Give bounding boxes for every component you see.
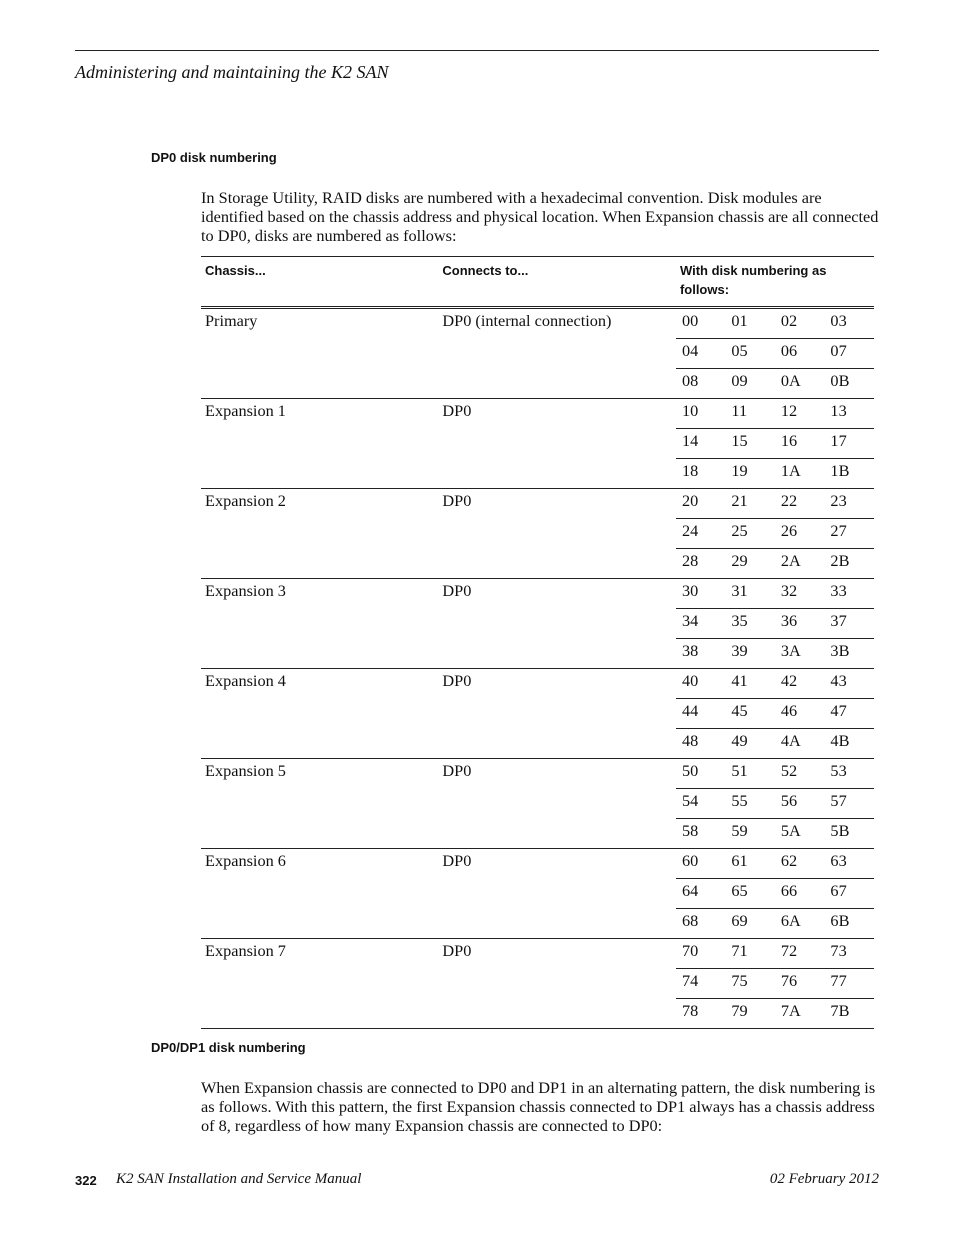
disk-number-cell: 02	[775, 308, 825, 339]
disk-number-cell: 56	[775, 789, 825, 819]
connects-cell: DP0	[438, 939, 676, 969]
disk-number-cell: 76	[775, 969, 825, 999]
disk-number-cell: 53	[824, 759, 874, 789]
section-heading-dp0: DP0 disk numbering	[151, 150, 277, 165]
disk-number-cell: 46	[775, 699, 825, 729]
table-row	[201, 939, 874, 969]
disk-number-cell: 1B	[824, 459, 874, 489]
disk-number-cell: 49	[725, 729, 774, 759]
connects-cell	[438, 639, 676, 669]
table-row	[201, 969, 874, 999]
disk-number-cell: 0B	[824, 369, 874, 399]
disk-number-cell: 6A	[775, 909, 825, 939]
chassis-cell	[201, 909, 438, 939]
section-heading-dp0-dp1: DP0/DP1 disk numbering	[151, 1040, 306, 1055]
disk-number-cell: 40	[676, 669, 725, 699]
connects-cell	[438, 699, 676, 729]
chassis-cell	[201, 429, 438, 459]
disk-number-cell: 2A	[775, 549, 825, 579]
disk-number-cell: 11	[725, 399, 774, 429]
disk-number-cell: 35	[725, 609, 774, 639]
disk-number-cell: 51	[725, 759, 774, 789]
disk-number-cell: 08	[676, 369, 725, 399]
chassis-cell: Primary	[201, 308, 438, 339]
table-row	[201, 369, 874, 399]
connects-cell	[438, 369, 676, 399]
connects-cell: DP0	[438, 399, 676, 429]
disk-number-cell: 54	[676, 789, 725, 819]
disk-number-cell: 38	[676, 639, 725, 669]
connects-cell	[438, 789, 676, 819]
disk-number-cell: 48	[676, 729, 725, 759]
disk-number-cell: 63	[824, 849, 874, 879]
disk-number-cell: 45	[725, 699, 774, 729]
disk-number-cell: 01	[725, 308, 774, 339]
disk-number-cell: 59	[725, 819, 774, 849]
disk-number-cell: 37	[824, 609, 874, 639]
disk-number-cell: 17	[824, 429, 874, 459]
disk-number-cell: 42	[775, 669, 825, 699]
disk-number-cell: 69	[725, 909, 774, 939]
footer-date: 02 February 2012	[769, 1171, 879, 1187]
disk-number-cell: 0A	[775, 369, 825, 399]
table-row	[201, 759, 874, 789]
chassis-cell: Expansion 1	[201, 399, 438, 429]
disk-number-cell: 70	[676, 939, 725, 969]
table-row	[201, 879, 874, 909]
disk-number-cell: 29	[725, 549, 774, 579]
connects-cell	[438, 999, 676, 1029]
disk-number-cell: 06	[775, 339, 825, 369]
disk-number-cell: 66	[775, 879, 825, 909]
disk-number-cell: 39	[725, 639, 774, 669]
connects-cell	[438, 969, 676, 999]
disk-number-cell: 78	[676, 999, 725, 1029]
footer-manual-title: K2 SAN Installation and Service Manual	[116, 1171, 362, 1187]
disk-number-cell: 2B	[824, 549, 874, 579]
disk-number-cell: 74	[676, 969, 725, 999]
disk-number-cell: 60	[676, 849, 725, 879]
table-row	[201, 999, 874, 1029]
chassis-cell: Expansion 2	[201, 489, 438, 519]
column-header-disk-numbering: With disk numbering as follows:	[676, 257, 874, 308]
disk-number-cell: 03	[824, 308, 874, 339]
disk-number-cell: 05	[725, 339, 774, 369]
disk-number-cell: 71	[725, 939, 774, 969]
table-body	[201, 308, 874, 1029]
connects-cell	[438, 339, 676, 369]
disk-number-cell: 19	[725, 459, 774, 489]
disk-number-cell: 4A	[775, 729, 825, 759]
chassis-cell	[201, 969, 438, 999]
disk-number-cell: 52	[775, 759, 825, 789]
disk-number-cell: 43	[824, 669, 874, 699]
disk-number-cell: 72	[775, 939, 825, 969]
table-header-row	[201, 257, 874, 308]
table-row	[201, 609, 874, 639]
chassis-cell	[201, 789, 438, 819]
disk-number-cell: 30	[676, 579, 725, 609]
disk-number-cell: 21	[725, 489, 774, 519]
disk-number-cell: 44	[676, 699, 725, 729]
connects-cell	[438, 609, 676, 639]
disk-number-cell: 50	[676, 759, 725, 789]
disk-number-cell: 09	[725, 369, 774, 399]
chassis-cell	[201, 339, 438, 369]
table-row	[201, 339, 874, 369]
connects-cell	[438, 729, 676, 759]
table-row	[201, 789, 874, 819]
header-rule	[75, 50, 879, 51]
chassis-cell: Expansion 7	[201, 939, 438, 969]
chassis-cell	[201, 699, 438, 729]
disk-numbering-table	[201, 256, 874, 1029]
connects-cell: DP0	[438, 579, 676, 609]
table-row	[201, 849, 874, 879]
disk-number-cell: 18	[676, 459, 725, 489]
disk-number-cell: 04	[676, 339, 725, 369]
disk-number-cell: 10	[676, 399, 725, 429]
disk-number-cell: 62	[775, 849, 825, 879]
disk-number-cell: 47	[824, 699, 874, 729]
table-row	[201, 579, 874, 609]
disk-number-cell: 67	[824, 879, 874, 909]
disk-number-cell: 64	[676, 879, 725, 909]
disk-number-cell: 3A	[775, 639, 825, 669]
disk-number-cell: 33	[824, 579, 874, 609]
table-row	[201, 639, 874, 669]
connects-cell	[438, 549, 676, 579]
table-row	[201, 489, 874, 519]
disk-number-cell: 68	[676, 909, 725, 939]
table-row	[201, 399, 874, 429]
table-row	[201, 549, 874, 579]
chassis-cell	[201, 729, 438, 759]
disk-number-cell: 36	[775, 609, 825, 639]
table-row	[201, 669, 874, 699]
disk-number-cell: 5A	[775, 819, 825, 849]
disk-number-cell: 41	[725, 669, 774, 699]
disk-number-cell: 27	[824, 519, 874, 549]
connects-cell	[438, 819, 676, 849]
connects-cell	[438, 459, 676, 489]
disk-number-cell: 15	[725, 429, 774, 459]
disk-number-cell: 07	[824, 339, 874, 369]
chassis-cell	[201, 369, 438, 399]
disk-number-cell: 57	[824, 789, 874, 819]
disk-number-cell: 4B	[824, 729, 874, 759]
disk-number-cell: 7B	[824, 999, 874, 1029]
chassis-cell	[201, 519, 438, 549]
disk-number-cell: 12	[775, 399, 825, 429]
disk-number-cell: 6B	[824, 909, 874, 939]
table-row	[201, 819, 874, 849]
disk-number-cell: 25	[725, 519, 774, 549]
table-row	[201, 729, 874, 759]
disk-number-cell: 61	[725, 849, 774, 879]
chassis-cell	[201, 879, 438, 909]
table-row	[201, 909, 874, 939]
column-header-connects: Connects to...	[438, 257, 676, 308]
section-paragraph-dp0: In Storage Utility, RAID disks are numbered with a hexadecimal convention. Disk modules are identified based on the chassis address and physical location. When Expansion chassis are all connected to DP0, disks are numbered as follows:	[201, 188, 879, 245]
disk-number-cell: 32	[775, 579, 825, 609]
connects-cell: DP0	[438, 489, 676, 519]
chassis-cell: Expansion 6	[201, 849, 438, 879]
disk-number-cell: 7A	[775, 999, 825, 1029]
disk-number-cell: 3B	[824, 639, 874, 669]
table-row	[201, 699, 874, 729]
disk-number-cell: 65	[725, 879, 774, 909]
connects-cell	[438, 909, 676, 939]
column-header-chassis: Chassis...	[201, 257, 438, 308]
disk-number-cell: 23	[824, 489, 874, 519]
section-paragraph-dp0-dp1: When Expansion chassis are connected to DP0 and DP1 in an alternating pattern, the disk numbering is as follows. With this pattern, the first Expansion chassis connected to DP1 always has a chassis address of 8, regardless of how many Expansion chassis are connected to DP0:	[201, 1078, 876, 1135]
chassis-cell	[201, 459, 438, 489]
chassis-cell	[201, 639, 438, 669]
disk-number-cell: 5B	[824, 819, 874, 849]
chassis-cell	[201, 609, 438, 639]
connects-cell: DP0 (internal connection)	[438, 308, 676, 339]
table-row	[201, 429, 874, 459]
disk-number-cell: 79	[725, 999, 774, 1029]
connects-cell: DP0	[438, 759, 676, 789]
disk-number-cell: 1A	[775, 459, 825, 489]
connects-cell: DP0	[438, 669, 676, 699]
disk-number-cell: 31	[725, 579, 774, 609]
disk-number-cell: 24	[676, 519, 725, 549]
disk-number-cell: 00	[676, 308, 725, 339]
table-row	[201, 308, 874, 339]
connects-cell	[438, 879, 676, 909]
disk-number-cell: 34	[676, 609, 725, 639]
chassis-cell	[201, 999, 438, 1029]
chassis-cell: Expansion 5	[201, 759, 438, 789]
disk-number-cell: 14	[676, 429, 725, 459]
disk-number-cell: 28	[676, 549, 725, 579]
chassis-cell	[201, 819, 438, 849]
footer-page-number: 322	[75, 1173, 97, 1188]
connects-cell: DP0	[438, 849, 676, 879]
disk-number-cell: 16	[775, 429, 825, 459]
chassis-cell	[201, 549, 438, 579]
connects-cell	[438, 519, 676, 549]
disk-number-cell: 20	[676, 489, 725, 519]
chassis-cell: Expansion 3	[201, 579, 438, 609]
disk-number-cell: 73	[824, 939, 874, 969]
disk-number-cell: 55	[725, 789, 774, 819]
connects-cell	[438, 429, 676, 459]
running-header-title: Administering and maintaining the K2 SAN	[75, 62, 389, 82]
disk-number-cell: 58	[676, 819, 725, 849]
chassis-cell: Expansion 4	[201, 669, 438, 699]
disk-number-cell: 75	[725, 969, 774, 999]
table-row	[201, 519, 874, 549]
disk-number-cell: 22	[775, 489, 825, 519]
disk-number-cell: 77	[824, 969, 874, 999]
table-row	[201, 459, 874, 489]
disk-number-cell: 13	[824, 399, 874, 429]
disk-number-cell: 26	[775, 519, 825, 549]
